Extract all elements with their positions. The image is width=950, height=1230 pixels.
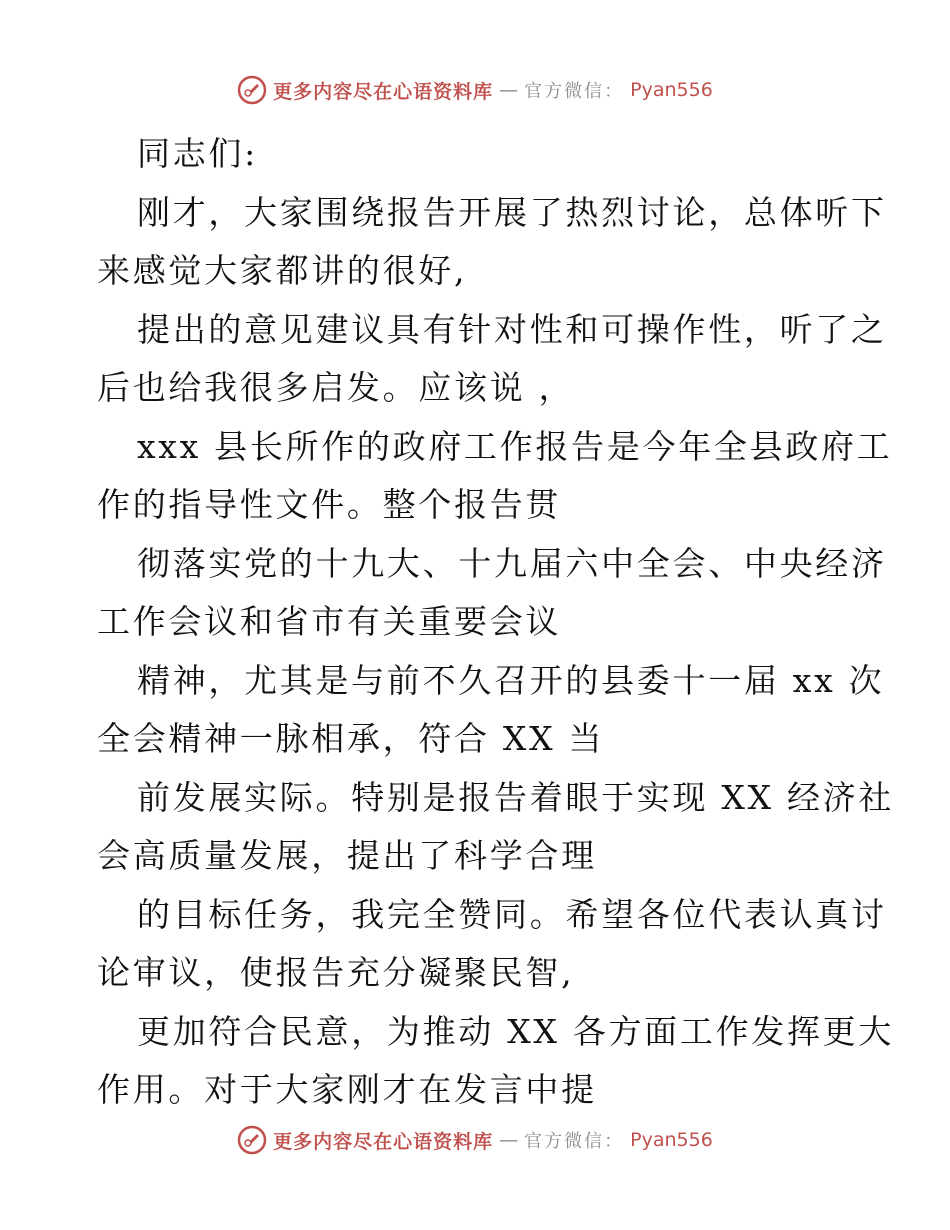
- body-line: 作的指导性文件。整个报告贯: [97, 485, 562, 524]
- body-line: 会高质量发展，提出了科学合理: [97, 836, 597, 875]
- page-footer: [0, 1120, 950, 1160]
- footer-wechat-label: 官方微信：: [524, 1131, 625, 1152]
- body-line: 作用。对于大家刚才在发言中提: [97, 1070, 597, 1109]
- body-line: 的目标任务，我完全赞同。希望各位代表认真讨: [137, 894, 887, 934]
- body-line: 提出的意见建议具有针对性和可操作性，听了之: [137, 309, 887, 349]
- header-wechat-id: Pyan556: [630, 79, 713, 101]
- header-wechat-label: 官方微信：: [524, 81, 625, 102]
- body-line: 彻落实党的十九大、十九届六中全会、中央经济: [137, 543, 887, 583]
- body-line: 前发展实际。特别是报告着眼于实现 XX 经济社: [137, 777, 895, 817]
- header-brand-text: 更多内容尽在心语资料库: [273, 80, 494, 103]
- body-line: 更加符合民意，为推动 XX 各方面工作发挥更大: [137, 1011, 895, 1051]
- brand-logo-icon: [237, 1125, 267, 1155]
- body-line: 后也给我很多启发。应该说 ，: [97, 368, 575, 407]
- body-line: 论审议，使报告充分凝聚民智,: [97, 953, 575, 992]
- document-body: [97, 125, 895, 1120]
- body-line: 全会精神一脉相承，符合 XX 当: [97, 719, 605, 758]
- body-line: 精神，尤其是与前不久召开的县委十一届 xx 次: [137, 660, 885, 700]
- footer-separator: —: [499, 1129, 519, 1151]
- page-header: [0, 70, 950, 110]
- footer-brand-text: 更多内容尽在心语资料库: [273, 1130, 494, 1153]
- brand-logo-icon: [237, 75, 267, 105]
- body-line: 刚才，大家围绕报告开展了热烈讨论，总体听下: [137, 192, 887, 232]
- body-line: xxx 县长所作的政府工作报告是今年全县政府工: [137, 426, 893, 466]
- body-line: 来感觉大家都讲的很好,: [97, 251, 468, 290]
- footer-wechat-id: Pyan556: [630, 1129, 713, 1151]
- header-separator: —: [499, 79, 519, 101]
- body-line: 同志们:: [137, 134, 258, 173]
- body-line: 工作会议和省市有关重要会议: [97, 602, 562, 641]
